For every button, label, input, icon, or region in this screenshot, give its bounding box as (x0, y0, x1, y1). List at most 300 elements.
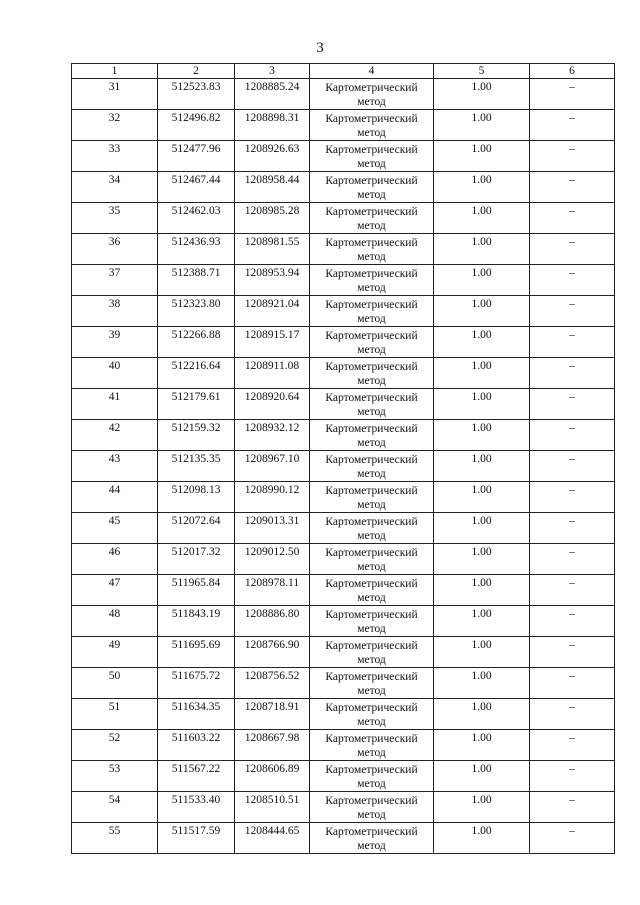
x-coordinate-cell (158, 513, 235, 544)
cell-text: Картометрический метод (325, 547, 418, 573)
table-row (72, 730, 615, 761)
y-coordinate-cell (235, 203, 310, 234)
cell-text: 1.00 (471, 732, 492, 744)
cell-text: – (569, 732, 575, 744)
y-coordinate-cell (235, 637, 310, 668)
method-cell (310, 761, 434, 792)
cell-text: 512462.03 (171, 205, 221, 217)
cell-text: Картометрический метод (325, 671, 418, 697)
x-coordinate-cell (158, 203, 235, 234)
table-row (72, 544, 615, 575)
table-row (72, 420, 615, 451)
description-cell (530, 668, 615, 699)
cell-text: 1.00 (471, 670, 492, 682)
point-number-cell (72, 668, 158, 699)
cell-text: 511843.19 (171, 608, 221, 620)
cell-text: 33 (108, 143, 121, 155)
table-row (72, 823, 615, 854)
cell-text: 1.00 (471, 701, 492, 713)
y-coordinate-cell (235, 141, 310, 172)
point-number-cell (72, 203, 158, 234)
cell-text: Картометрический метод (325, 113, 418, 139)
cell-text: – (569, 453, 575, 465)
cell-text: 1208953.94 (244, 267, 300, 279)
cell-text: 1208667.98 (244, 732, 300, 744)
cell-text: – (569, 608, 575, 620)
description-cell (530, 234, 615, 265)
method-cell (310, 234, 434, 265)
point-number-cell (72, 327, 158, 358)
cell-text: 1.00 (471, 825, 492, 837)
cell-text: 39 (108, 329, 121, 341)
point-number-cell (72, 389, 158, 420)
point-number-cell (72, 513, 158, 544)
accuracy-cell (434, 823, 530, 854)
point-number-cell (72, 823, 158, 854)
method-cell (310, 203, 434, 234)
cell-text: 512496.82 (171, 112, 221, 124)
cell-text: 1.00 (471, 81, 492, 93)
cell-text: 1208981.55 (244, 236, 300, 248)
description-cell (530, 513, 615, 544)
accuracy-cell (434, 730, 530, 761)
y-coordinate-cell (235, 389, 310, 420)
cell-text: 1208915.17 (244, 329, 300, 341)
cell-text: 1.00 (471, 174, 492, 186)
accuracy-cell (434, 79, 530, 110)
table-row (72, 451, 615, 482)
method-cell (310, 699, 434, 730)
cell-text: 1.00 (471, 267, 492, 279)
accuracy-cell (434, 699, 530, 730)
cell-text: 512216.64 (171, 360, 221, 372)
x-coordinate-cell (158, 327, 235, 358)
cell-text: 1208926.63 (244, 143, 300, 155)
description-cell (530, 420, 615, 451)
point-number-cell (72, 575, 158, 606)
table-row (72, 358, 615, 389)
description-cell (530, 358, 615, 389)
cell-text: 512135.35 (171, 453, 221, 465)
accuracy-cell (434, 544, 530, 575)
cell-text: – (569, 546, 575, 558)
method-cell (310, 172, 434, 203)
header-cell: 6 (530, 64, 615, 79)
cell-text: 55 (108, 825, 121, 837)
cell-text: Картометрический метод (325, 206, 418, 232)
cell-text: 51 (108, 701, 121, 713)
cell-text: 1208898.31 (244, 112, 300, 124)
point-number-cell (72, 358, 158, 389)
cell-text: 1.00 (471, 453, 492, 465)
accuracy-cell (434, 668, 530, 699)
point-number-cell (72, 699, 158, 730)
method-cell (310, 606, 434, 637)
x-coordinate-cell (158, 79, 235, 110)
cell-text: 1208766.90 (244, 639, 300, 651)
cell-text: 512179.61 (171, 391, 221, 403)
cell-text: 1208885.24 (244, 81, 300, 93)
cell-text: 511675.72 (171, 670, 221, 682)
cell-text: Картометрический метод (325, 423, 418, 449)
table-row (72, 110, 615, 141)
x-coordinate-cell (158, 296, 235, 327)
description-cell (530, 730, 615, 761)
description-cell (530, 823, 615, 854)
y-coordinate-cell (235, 358, 310, 389)
cell-text: 511517.59 (171, 825, 221, 837)
description-cell (530, 637, 615, 668)
cell-text: 512323.80 (171, 298, 221, 310)
method-cell (310, 637, 434, 668)
cell-text: Картометрический метод (325, 268, 418, 294)
cell-text: Картометрический метод (325, 392, 418, 418)
description-cell (530, 203, 615, 234)
method-cell (310, 513, 434, 544)
cell-text: – (569, 701, 575, 713)
y-coordinate-cell (235, 823, 310, 854)
cell-text: 52 (108, 732, 121, 744)
point-number-cell (72, 792, 158, 823)
cell-text: 1208886.80 (244, 608, 300, 620)
cell-text: 40 (108, 360, 121, 372)
cell-text: Картометрический метод (325, 764, 418, 790)
cell-text: – (569, 422, 575, 434)
point-number-cell (72, 141, 158, 172)
cell-text: Картометрический метод (325, 795, 418, 821)
header-cell: 1 (72, 64, 158, 79)
cell-text: 511965.84 (171, 577, 221, 589)
point-number-cell (72, 606, 158, 637)
cell-text: 1.00 (471, 329, 492, 341)
cell-text: 50 (108, 670, 121, 682)
x-coordinate-cell (158, 141, 235, 172)
cell-text: 1208920.64 (244, 391, 300, 403)
x-coordinate-cell (158, 389, 235, 420)
x-coordinate-cell (158, 637, 235, 668)
x-coordinate-cell (158, 792, 235, 823)
x-coordinate-cell (158, 761, 235, 792)
table-row (72, 172, 615, 203)
x-coordinate-cell (158, 606, 235, 637)
point-number-cell (72, 761, 158, 792)
x-coordinate-cell (158, 265, 235, 296)
description-cell (530, 79, 615, 110)
cell-text: Картометрический метод (325, 237, 418, 263)
accuracy-cell (434, 327, 530, 358)
accuracy-cell (434, 296, 530, 327)
y-coordinate-cell (235, 420, 310, 451)
cell-text: 1209012.50 (244, 546, 300, 558)
cell-text: 31 (108, 81, 121, 93)
cell-text: – (569, 794, 575, 806)
description-cell (530, 699, 615, 730)
accuracy-cell (434, 265, 530, 296)
cell-text: 1208967.10 (244, 453, 300, 465)
cell-text: Картометрический метод (325, 609, 418, 635)
cell-text: 1.00 (471, 794, 492, 806)
cell-text: – (569, 360, 575, 372)
table-row (72, 637, 615, 668)
description-cell (530, 761, 615, 792)
accuracy-cell (434, 420, 530, 451)
cell-text: 47 (108, 577, 121, 589)
method-cell (310, 141, 434, 172)
cell-text: – (569, 174, 575, 186)
table-row (72, 327, 615, 358)
y-coordinate-cell (235, 544, 310, 575)
cell-text: – (569, 236, 575, 248)
method-cell (310, 451, 434, 482)
cell-text: 1.00 (471, 484, 492, 496)
point-number-cell (72, 265, 158, 296)
accuracy-cell (434, 513, 530, 544)
table-row (72, 203, 615, 234)
method-cell (310, 79, 434, 110)
point-number-cell (72, 544, 158, 575)
x-coordinate-cell (158, 668, 235, 699)
description-cell (530, 265, 615, 296)
method-cell (310, 823, 434, 854)
x-coordinate-cell (158, 730, 235, 761)
cell-text: 1.00 (471, 763, 492, 775)
cell-text: 37 (108, 267, 121, 279)
table-body (72, 79, 615, 854)
description-cell (530, 575, 615, 606)
point-number-cell (72, 296, 158, 327)
cell-text: 48 (108, 608, 121, 620)
method-cell (310, 575, 434, 606)
cell-text: 46 (108, 546, 121, 558)
method-cell (310, 358, 434, 389)
cell-text: Картометрический метод (325, 82, 418, 108)
y-coordinate-cell (235, 79, 310, 110)
point-number-cell (72, 482, 158, 513)
x-coordinate-cell (158, 234, 235, 265)
cell-text: 512098.13 (171, 484, 221, 496)
cell-text: 1208978.11 (244, 577, 300, 589)
header-cell: 4 (310, 64, 434, 79)
description-cell (530, 110, 615, 141)
table-row (72, 482, 615, 513)
cell-text: Картометрический метод (325, 516, 418, 542)
accuracy-cell (434, 358, 530, 389)
header-cell: 2 (158, 64, 235, 79)
point-number-cell (72, 451, 158, 482)
cell-text: 1.00 (471, 422, 492, 434)
cell-text: Картометрический метод (325, 702, 418, 728)
description-cell (530, 792, 615, 823)
cell-text: – (569, 577, 575, 589)
accuracy-cell (434, 792, 530, 823)
accuracy-cell (434, 575, 530, 606)
method-cell (310, 420, 434, 451)
cell-text: 1208958.44 (244, 174, 300, 186)
description-cell (530, 172, 615, 203)
table-row (72, 761, 615, 792)
y-coordinate-cell (235, 172, 310, 203)
header-cell: 3 (235, 64, 310, 79)
cell-text: 1208990.12 (244, 484, 300, 496)
cell-text: – (569, 670, 575, 682)
cell-text: 1208718.91 (244, 701, 300, 713)
point-number-cell (72, 110, 158, 141)
table-row (72, 575, 615, 606)
table-row (72, 668, 615, 699)
point-number-cell (72, 172, 158, 203)
cell-text: Картометрический метод (325, 144, 418, 170)
table-row (72, 792, 615, 823)
method-cell (310, 296, 434, 327)
cell-text: Картометрический метод (325, 330, 418, 356)
point-number-cell (72, 79, 158, 110)
accuracy-cell (434, 110, 530, 141)
cell-text: 32 (108, 112, 121, 124)
method-cell (310, 389, 434, 420)
y-coordinate-cell (235, 265, 310, 296)
accuracy-cell (434, 234, 530, 265)
cell-text: 1208921.04 (244, 298, 300, 310)
cell-text: 511695.69 (171, 639, 221, 651)
point-number-cell (72, 234, 158, 265)
cell-text: 38 (108, 298, 121, 310)
cell-text: 512017.32 (171, 546, 221, 558)
method-cell (310, 110, 434, 141)
cell-text: Картометрический метод (325, 299, 418, 325)
x-coordinate-cell (158, 823, 235, 854)
cell-text: – (569, 81, 575, 93)
x-coordinate-cell (158, 172, 235, 203)
cell-text: Картометрический метод (325, 578, 418, 604)
cell-text: 512477.96 (171, 143, 221, 155)
y-coordinate-cell (235, 327, 310, 358)
cell-text: 1.00 (471, 360, 492, 372)
x-coordinate-cell (158, 699, 235, 730)
accuracy-cell (434, 482, 530, 513)
cell-text: 53 (108, 763, 121, 775)
cell-text: 512266.88 (171, 329, 221, 341)
cell-text: 512436.93 (171, 236, 221, 248)
y-coordinate-cell (235, 234, 310, 265)
cell-text: 41 (108, 391, 121, 403)
y-coordinate-cell (235, 668, 310, 699)
cell-text: Картометрический метод (325, 640, 418, 666)
point-number-cell (72, 637, 158, 668)
accuracy-cell (434, 203, 530, 234)
y-coordinate-cell (235, 575, 310, 606)
y-coordinate-cell (235, 296, 310, 327)
header-row (72, 64, 615, 79)
table-row (72, 389, 615, 420)
cell-text: 1.00 (471, 112, 492, 124)
cell-text: Картометрический метод (325, 826, 418, 852)
cell-text: 512159.32 (171, 422, 221, 434)
cell-text: 34 (108, 174, 121, 186)
cell-text: 1.00 (471, 639, 492, 651)
y-coordinate-cell (235, 699, 310, 730)
cell-text: 1208932.12 (244, 422, 300, 434)
cell-text: 512523.83 (171, 81, 221, 93)
method-cell (310, 265, 434, 296)
table-row (72, 265, 615, 296)
description-cell (530, 389, 615, 420)
table-row (72, 296, 615, 327)
cell-text: 1.00 (471, 577, 492, 589)
cell-text: – (569, 112, 575, 124)
description-cell (530, 451, 615, 482)
table-row (72, 513, 615, 544)
x-coordinate-cell (158, 482, 235, 513)
cell-text: 1208756.52 (244, 670, 300, 682)
cell-text: – (569, 639, 575, 651)
x-coordinate-cell (158, 358, 235, 389)
x-coordinate-cell (158, 451, 235, 482)
cell-text: 54 (108, 794, 121, 806)
table-row (72, 141, 615, 172)
cell-text: 512467.44 (171, 174, 221, 186)
accuracy-cell (434, 389, 530, 420)
table-row (72, 699, 615, 730)
table-row (72, 606, 615, 637)
cell-text: 1.00 (471, 298, 492, 310)
description-cell (530, 482, 615, 513)
cell-text: – (569, 143, 575, 155)
cell-text: Картометрический метод (325, 454, 418, 480)
method-cell (310, 668, 434, 699)
cell-text: – (569, 329, 575, 341)
point-number-cell (72, 730, 158, 761)
cell-text: 1.00 (471, 515, 492, 527)
cell-text: 1208911.08 (244, 360, 300, 372)
description-cell (530, 544, 615, 575)
cell-text: 45 (108, 515, 121, 527)
cell-text: – (569, 267, 575, 279)
accuracy-cell (434, 172, 530, 203)
cell-text: 44 (108, 484, 121, 496)
cell-text: Картометрический метод (325, 175, 418, 201)
y-coordinate-cell (235, 482, 310, 513)
description-cell (530, 327, 615, 358)
cell-text: 511634.35 (171, 701, 221, 713)
description-cell (530, 296, 615, 327)
cell-text: 43 (108, 453, 121, 465)
header-cell: 5 (434, 64, 530, 79)
cell-text: – (569, 391, 575, 403)
cell-text: 511533.40 (171, 794, 221, 806)
x-coordinate-cell (158, 420, 235, 451)
cell-text: 1208510.51 (244, 794, 300, 806)
cell-text: 1.00 (471, 236, 492, 248)
method-cell (310, 792, 434, 823)
method-cell (310, 482, 434, 513)
coordinates-table (71, 63, 615, 854)
cell-text: 1.00 (471, 143, 492, 155)
table-row (72, 234, 615, 265)
y-coordinate-cell (235, 606, 310, 637)
cell-text: – (569, 763, 575, 775)
y-coordinate-cell (235, 513, 310, 544)
y-coordinate-cell (235, 451, 310, 482)
y-coordinate-cell (235, 792, 310, 823)
accuracy-cell (434, 761, 530, 792)
description-cell (530, 606, 615, 637)
y-coordinate-cell (235, 730, 310, 761)
point-number-cell (72, 420, 158, 451)
method-cell (310, 730, 434, 761)
table-row (72, 79, 615, 110)
accuracy-cell (434, 141, 530, 172)
cell-text: 1208985.28 (244, 205, 300, 217)
